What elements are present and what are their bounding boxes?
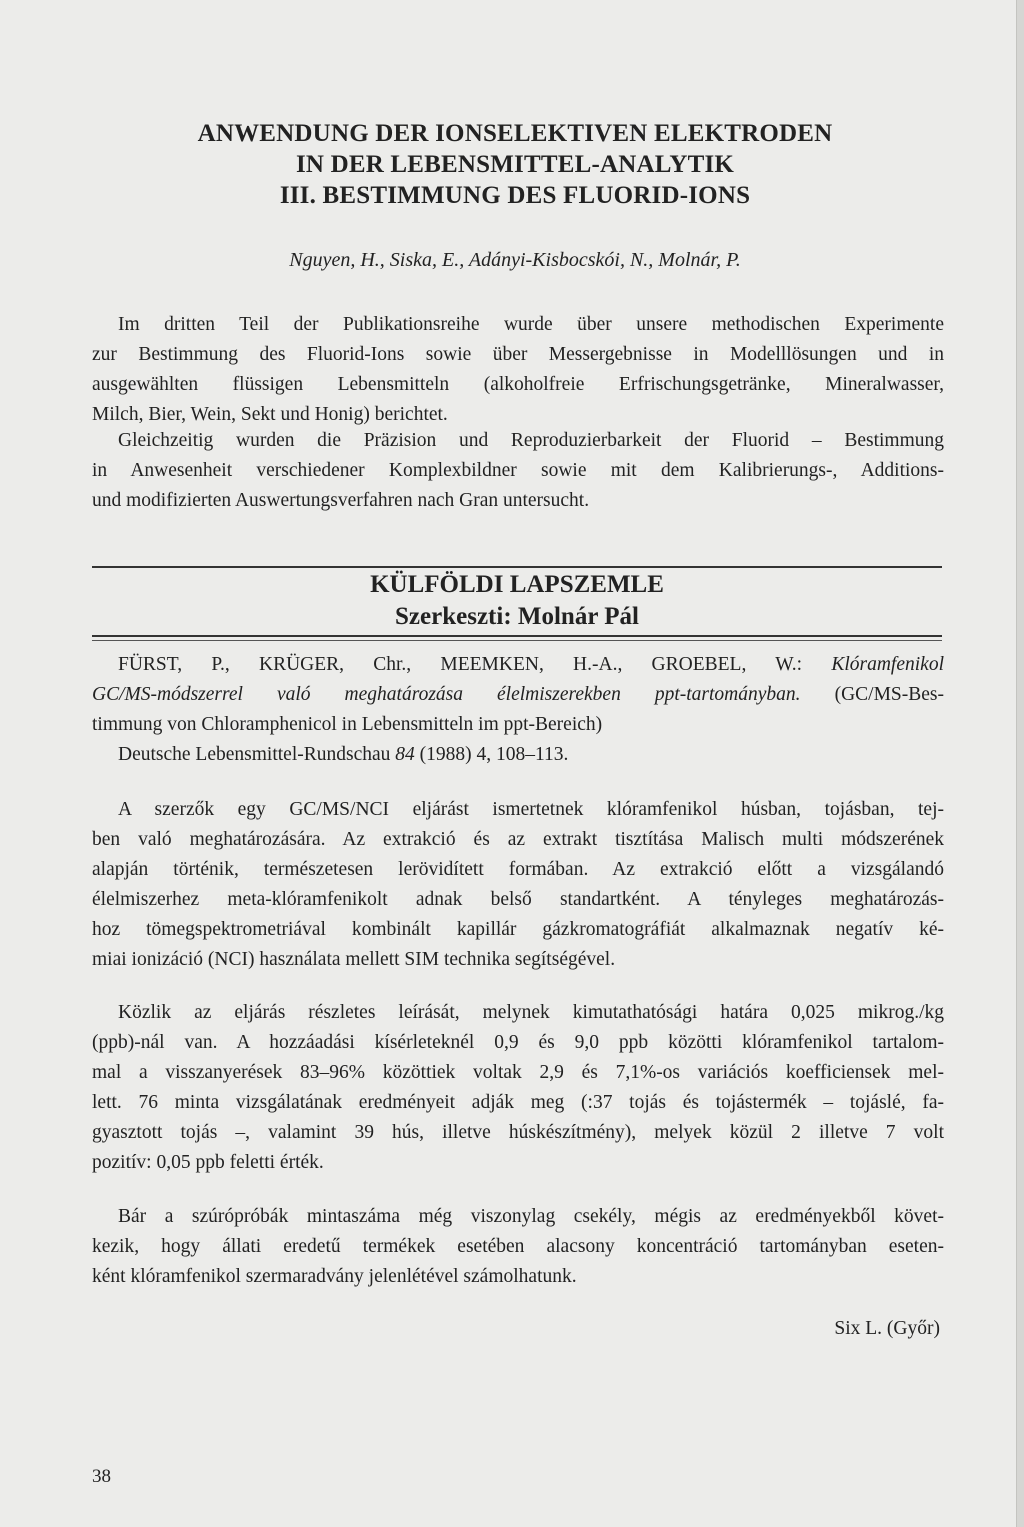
reference-translation: (GC/MS-Bes- [800, 684, 945, 705]
article-authors: Nguyen, H., Siska, E., Adányi-Kisbocskói, N., Molnár, P. [289, 249, 741, 271]
text-line: in Anwesenheit verschiedener Komplexbildner sowie mit dem Kalibrierungs-, Additions- [92, 460, 944, 481]
reference-title: GC/MS-módszerrel való meghatározása élelmiszerekben ppt-tartományban. [92, 684, 801, 705]
reviewer-signature: Six L. (Győr) [834, 1318, 940, 1339]
text-line: Bár a szúrópróbák mintaszáma még viszonylag csekély, mégis az eredményekből követ- [118, 1206, 944, 1227]
text-line: gyasztott tojás –, valamint 39 hús, illetve húskészítmény), melyek közül 2 illetve 7 volt [92, 1122, 944, 1143]
page-edge-line [1016, 0, 1017, 1527]
reference-authors: FÜRST, P., KRÜGER, Chr., MEEMKEN, H.-A., GROEBEL, W.: [118, 654, 832, 675]
text-line: hoz tömegspektrometriával kombinált kapillár gázkromatográfiát alkalmaznak negatív ké- [92, 919, 944, 940]
page-edge [1017, 0, 1024, 1527]
text-line: lett. 76 minta vizsgálatának eredményeit adják meg (:37 tojás és tojástermék – tojáslé, fa- [92, 1092, 944, 1113]
review-paragraph-2 [92, 998, 944, 1178]
section-rule-top [92, 566, 942, 568]
text-line: (ppb)-nál van. A hozzáadási kísérleteknél 0,9 és 9,0 ppb közötti klóramfenikol tartalom- [92, 1032, 944, 1053]
text-line: A szerzők egy GC/MS/NCI eljárást ismertetnek klóramfenikol húsban, tojásban, tej- [118, 799, 944, 820]
section-rule-bottom [92, 635, 942, 637]
journal-name: Deutsche Lebensmittel-Rundschau [118, 744, 396, 765]
text-line [92, 650, 944, 680]
abstract-paragraph-2 [92, 426, 944, 516]
text-line [92, 740, 944, 770]
reference-citation [92, 650, 944, 770]
text-line: Im dritten Teil der Publikationsreihe wurde über unsere methodischen Experimente [118, 314, 944, 335]
text-line: kezik, hogy állati eredetű termékek esetében alacsony koncentráció tartományban eseten- [92, 1236, 944, 1257]
section-editor: Szerkeszti: Molnár Pál [395, 603, 639, 630]
text-line: timmung von Chloramphenicol in Lebensmitteln im ppt-Bereich) [92, 714, 603, 735]
text-line: pozitív: 0,05 ppb feletti érték. [92, 1152, 324, 1173]
title-line: III. BESTIMMUNG DES FLUORID-IONS [279, 182, 751, 209]
page-number: 38 [92, 1466, 111, 1487]
text-line: und modifizierten Auswertungsverfahren nach Gran untersucht. [92, 490, 590, 511]
title-line: IN DER LEBENSMITTEL-ANALYTIK [295, 151, 735, 178]
section-title: KÜLFÖLDI LAPSZEMLE [370, 571, 664, 598]
text-line: élelmiszerhez meta-klóramfenikolt adnak belső standartként. A tényleges meghatározás- [92, 889, 944, 910]
article-title [90, 118, 940, 211]
text-line: zur Bestimmung des Fluorid-Ions sowie über Messergebnisse in Modelllösungen und in [92, 344, 944, 365]
text-line: Közlik az eljárás részletes leírását, melynek kimutathatósági határa 0,025 mikrog./kg [118, 1002, 944, 1023]
text-line: alapján történik, természetesen lerövidített formában. Az extrakció előtt a vizsgálandó [92, 859, 944, 880]
text-line: Gleichzeitig wurden die Präzision und Reproduzierbarkeit der Fluorid – Bestimmung [118, 430, 944, 451]
journal-issue-pages: (1988) 4, 108–113. [414, 744, 569, 765]
journal-volume: 84 [395, 744, 415, 765]
reference-title: Klóramfenikol [831, 654, 944, 675]
text-line: ben való meghatározására. Az extrakció és az extrakt tisztítása Malisch multi módszerének [92, 829, 944, 850]
text-line: ként klóramfenikol szermaradvány jelenlétével számolhatunk. [92, 1266, 577, 1287]
title-line: ANWENDUNG DER IONSELEKTIVEN ELEKTRODEN [197, 120, 833, 147]
text-line [92, 680, 944, 710]
review-paragraph-3 [92, 1202, 944, 1292]
text-line: ausgewählten flüssigen Lebensmitteln (alkoholfreie Erfrischungsgetränke, Mineralwasser, [92, 374, 944, 395]
text-line: mal a visszanyerések 83–96% közöttiek voltak 2,9 és 7,1%-os variációs koefficiensek mel- [92, 1062, 944, 1083]
abstract-paragraph-1 [92, 310, 944, 430]
text-line: miai ionizáció (NCI) használata mellett SIM technika segítségével. [92, 949, 616, 970]
review-paragraph-1 [92, 795, 944, 975]
text-line: Milch, Bier, Wein, Sekt und Honig) berichtet. [92, 404, 448, 425]
section-rule-bottom-thin [92, 640, 942, 641]
